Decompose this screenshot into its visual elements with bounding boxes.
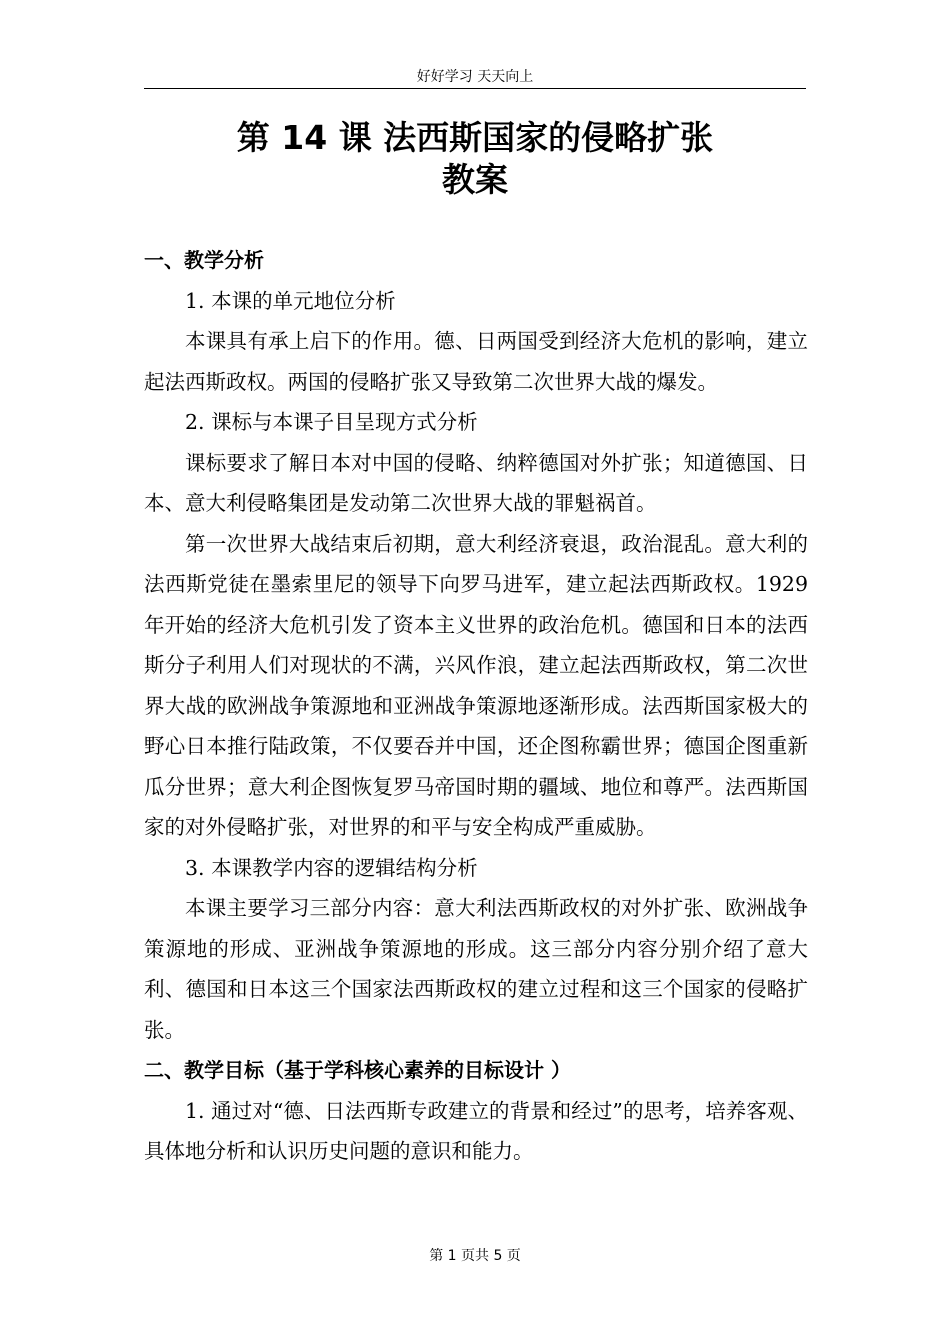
section-heading-teaching-objectives: 二、教学目标（基于学科核心素养的目标设计 ） bbox=[144, 1058, 571, 1082]
section-heading-teaching-analysis: 一、教学分析 bbox=[144, 248, 264, 272]
paragraph-curriculum-standard: 课标要求了解日本对中国的侵略、纳粹德国对外扩张；知道德国、日本、意大利侵略集团是发动第二次世界大战的罪魁祸首。 bbox=[144, 450, 808, 515]
paragraph-objective-1: 1. 通过对“德、日法西斯专政建立的背景和经过”的思考，培养客观、具体地分析和认识历史问题的意识和能力。 bbox=[144, 1098, 808, 1163]
paragraph-logical-structure: 本课主要学习三部分内容：意大利法西斯政权的对外扩张、欧洲战争策源地的形成、亚洲战争策源地的形成。这三部分内容分别介绍了意大利、德国和日本这三个国家法西斯政权的建立过程和这三个国家的侵略扩张。 bbox=[144, 896, 808, 1042]
subheading-curriculum-standard: 2. 课标与本课子目呈现方式分析 bbox=[185, 410, 478, 434]
paragraph-unit-position: 本课具有承上启下的作用。德、日两国受到经济大危机的影响，建立起法西斯政权。两国的侵略扩张又导致第二次世界大战的爆发。 bbox=[144, 329, 808, 394]
header-divider bbox=[144, 88, 806, 89]
document-title: 第 14 课 法西斯国家的侵略扩张 bbox=[236, 118, 714, 157]
subheading-unit-position: 1. 本课的单元地位分析 bbox=[185, 288, 396, 313]
document-subtitle: 教案 bbox=[442, 160, 508, 199]
document-body bbox=[144, 240, 808, 1172]
page-footer: 第 1 页共 5 页 bbox=[429, 1248, 521, 1264]
paragraph-historical-background: 第一次世界大战结束后初期，意大利经济衰退，政治混乱。意大利的法西斯党徒在墨索里尼的领导下向罗马进军，建立起法西斯政权。1929 年开始的经济大危机引发了资本主义世界的政治危机。德国和日本的法西斯分子利用人们对现状的不满，兴风作浪，建立起法西斯政权，第二次世界大战的欧洲战争策源地和亚洲战争策源地逐渐形成。法西斯国家极大的野心日本推行陆政策，不仅要吞并中国，还企图称霸世界；德国企图重新瓜分世界；意大利企图恢复罗马帝国时期的疆域、地位和尊严。法西斯国家的对外侵略扩张，对世界的和平与安全构成严重威胁。 bbox=[144, 531, 808, 839]
page-header: 好好学习 天天向上 bbox=[416, 69, 534, 85]
subheading-logical-structure: 3. 本课教学内容的逻辑结构分析 bbox=[185, 855, 478, 880]
